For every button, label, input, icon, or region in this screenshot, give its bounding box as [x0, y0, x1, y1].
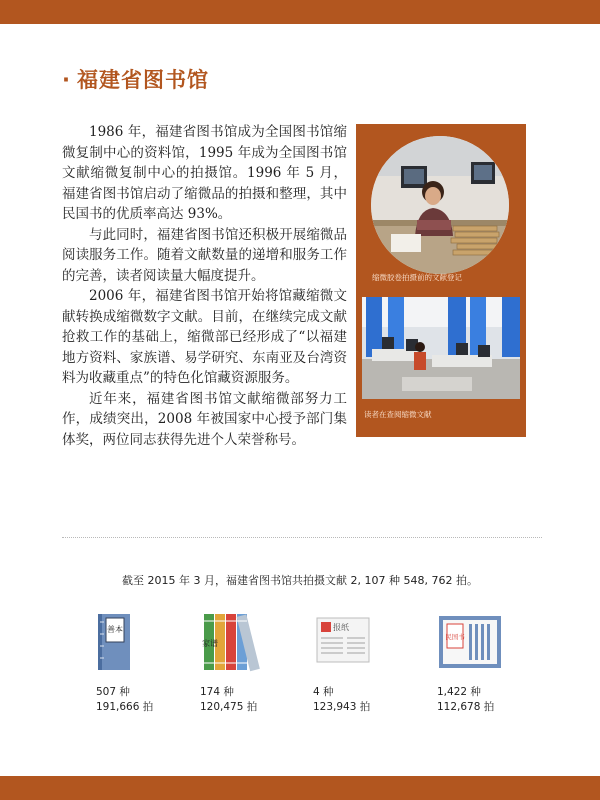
microfilm-book-icon — [437, 612, 507, 674]
section-divider — [62, 537, 542, 538]
stat-pages: 112,678 拍 — [437, 701, 495, 713]
stat-kind: 174 种 — [200, 686, 234, 698]
paragraph-1: 1986 年，福建省图书馆成为全国图书馆缩微复制中心的资料馆，1995 年成为全国图书馆文献缩微复制中心的拍摄馆。1996 年 5 月，福建省图书馆启动了缩微品的拍摄和整理，其中民国书的优质率高达 93%。 — [62, 124, 347, 222]
stat-kind: 1,422 种 — [437, 686, 481, 698]
ancient-book-icon — [96, 612, 166, 674]
title-text: 福建省图书馆 — [76, 68, 209, 92]
reading-room-illustration — [362, 297, 520, 399]
bottom-banner — [0, 776, 600, 800]
stat-pages: 191,666 拍 — [96, 701, 154, 713]
books-row-icon — [200, 612, 270, 674]
rare-books-icon-label: 善本 — [107, 625, 123, 634]
photo-panel — [356, 124, 526, 437]
newspaper-icon — [313, 612, 383, 674]
paragraph-4: 近年来，福建省图书馆文献缩微部努力工作，成绩突出，2008 年被国家中心授予部门集体奖，两位同志获得先进个人荣誉称号。 — [62, 390, 347, 448]
reading-room-photo — [362, 297, 520, 399]
summary-text: 截至 2015 年 3 月，福建省图书馆共拍摄文献 2, 107 种 548, 762 拍。 — [122, 574, 478, 587]
top-banner — [0, 0, 600, 24]
stat-pages: 120,475 拍 — [200, 701, 258, 713]
photo-caption-2: 读者在查阅缩微文献 — [364, 410, 432, 419]
registration-photo-illustration — [371, 136, 509, 274]
genealogy-icon-label: 家谱 — [202, 639, 218, 648]
registration-photo — [371, 136, 509, 274]
stat-kind: 4 种 — [313, 686, 334, 698]
paragraph-3: 2006 年，福建省图书馆开始将馆藏缩微文献转换成缩微数字文献。目前，在继续完成文献抢救工作的基础上，缩微部已经形成了“以福建地方资料、家族谱、易学研究、东南亚及台湾资料为收藏重点”的特色化馆藏资源服务。 — [62, 288, 347, 386]
photo-caption-1: 缩微胶卷拍摄前的文献登记 — [372, 273, 462, 282]
paragraph-2: 与此同时，福建省图书馆还积极开展缩微品阅读服务工作。随着文献数量的递增和服务工作的完善，读者阅读量大幅度提升。 — [62, 226, 347, 284]
republican-books-icon-label: 民国书 — [445, 633, 465, 641]
title-bullet: · — [62, 68, 71, 92]
section-title — [62, 64, 209, 94]
stat-pages: 123,943 拍 — [313, 701, 371, 713]
article-body — [62, 122, 347, 450]
newspapers-icon-label: 报纸 — [333, 623, 349, 632]
stat-kind: 507 种 — [96, 686, 130, 698]
